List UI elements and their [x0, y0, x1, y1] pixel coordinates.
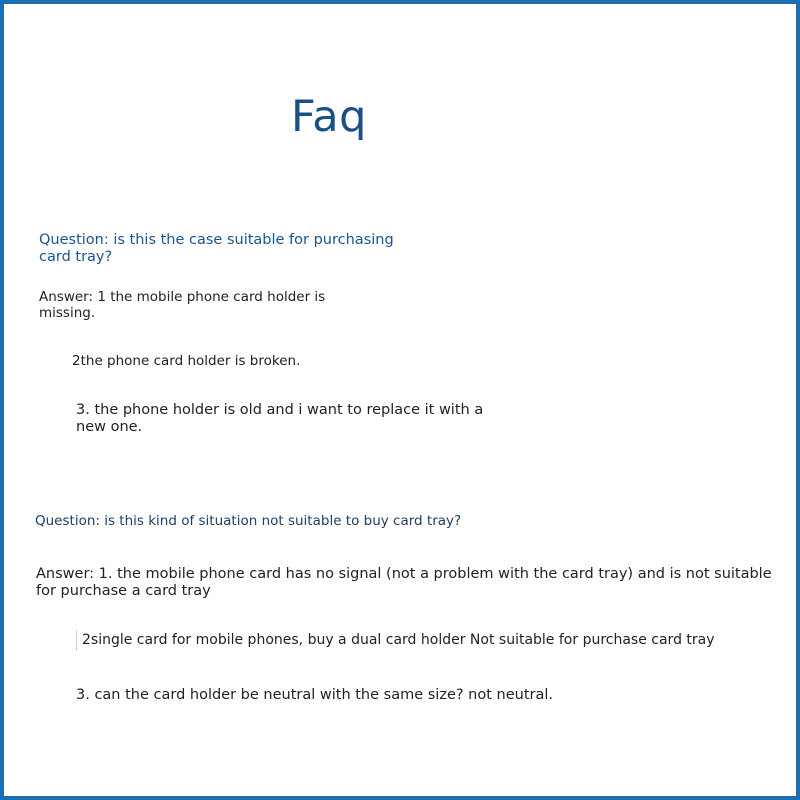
faq-answer-1-item-3: 3. the phone holder is old and i want to replace it with a new one.: [76, 402, 484, 435]
text-divider: [76, 630, 77, 651]
faq-answer-2-item-2: 2single card for mobile phones, buy a dual card holder Not suitable for purchase card tray: [82, 632, 715, 648]
faq-answer-1: Answer: 1 the mobile phone card holder is missing.: [39, 289, 326, 321]
faq-question-1: Question: is this the case suitable for purchasing card tray?: [39, 232, 394, 265]
faq-answer-2-item-3: 3. can the card holder be neutral with the same size? not neutral.: [76, 687, 553, 703]
page-title: Faq: [291, 92, 367, 142]
faq-question-2: Question: is this kind of situation not suitable to buy card tray?: [35, 513, 462, 529]
faq-answer-1-item-2: 2the phone card holder is broken.: [72, 353, 301, 369]
faq-answer-2: Answer: 1. the mobile phone card has no signal (not a problem with the card tray) and is not suitable for purchase a card tray: [36, 566, 772, 599]
